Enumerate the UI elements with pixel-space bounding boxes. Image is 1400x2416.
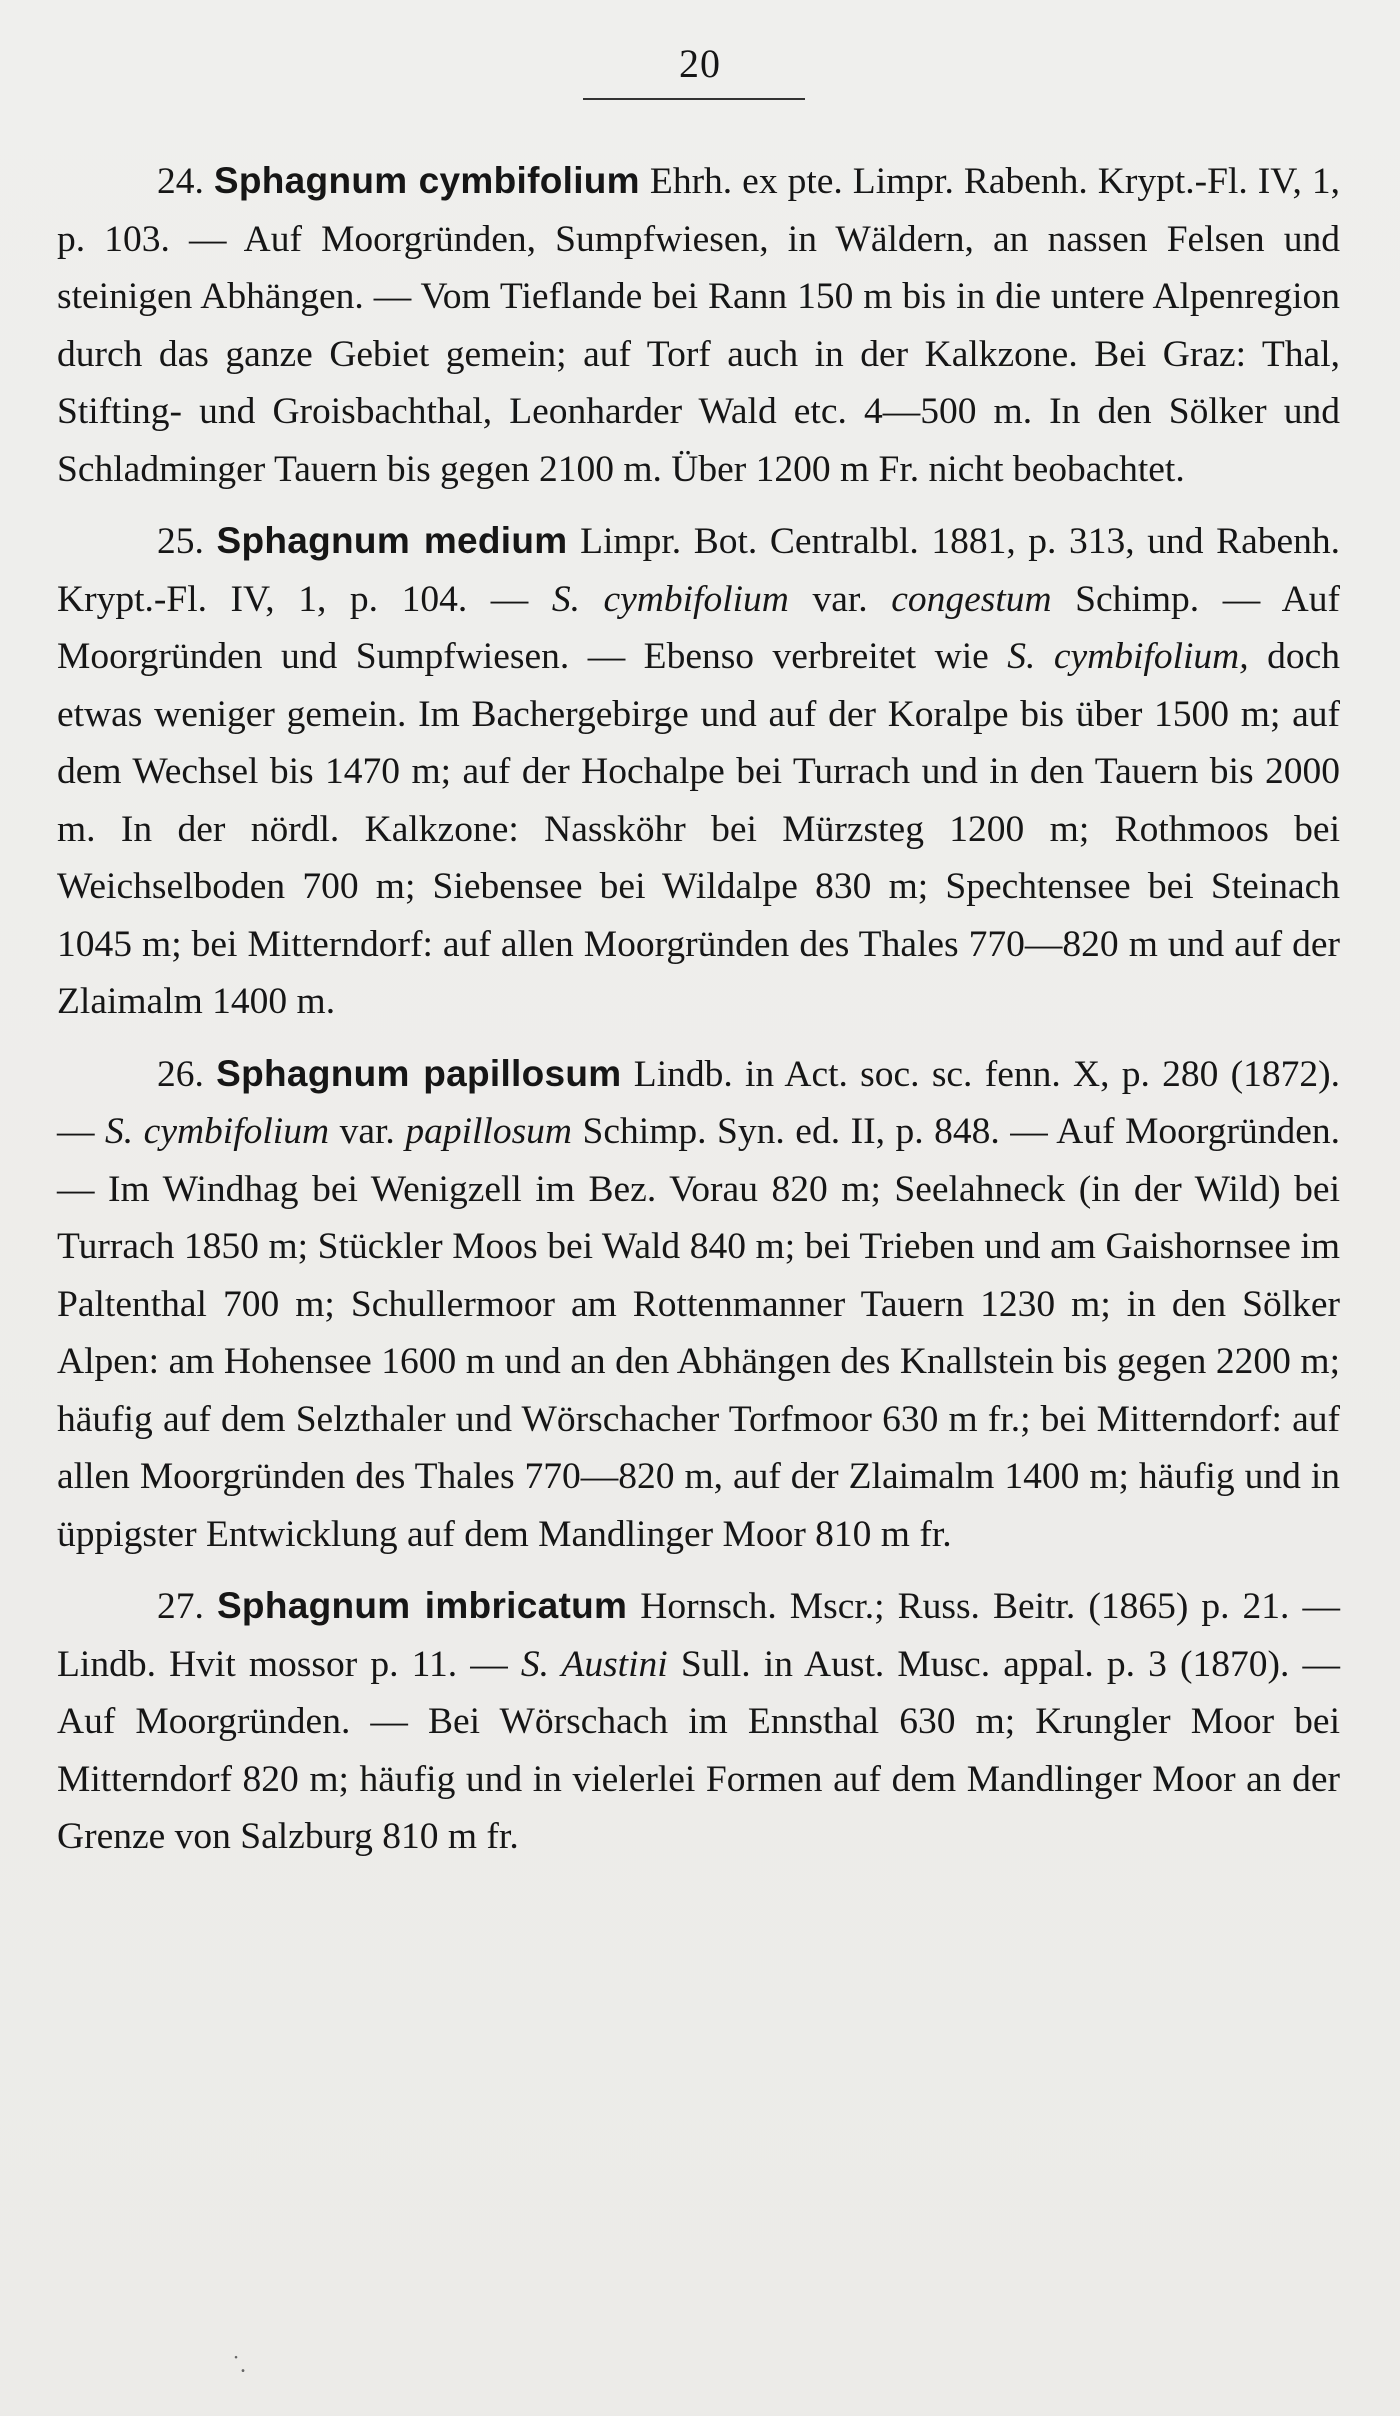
entry-text: doch etwas weniger gemein. Im Bachergebirge und auf der Koralpe bis über 1500 m; auf dem Wechsel bis 1470 m; auf der Hochalpe bei Turrach und in den Tauern bis 2000 m. In der nördl. Kalkzone: Nassköhr bei Mürzsteg 1200 m; Rothmoos bei Weichselboden 700 m; Siebensee bei Wildalpe 830 m; Spechtensee bei Steinach 1045 m; bei Mitterndorf: auf allen Moorgründen des Thales 770—820 m und auf der Zlaimalm 1400 m.	[57, 636, 1340, 1022]
synonym-name: S. cymbifolium	[105, 1111, 330, 1152]
entry-27	[57, 1577, 1340, 1866]
entry-text: Limpr. Bot. Centralbl. 1881, p. 313, und Rabenh. Krypt.-Fl. IV, 1, p. 104. —	[57, 521, 1340, 620]
entry-24	[57, 152, 1340, 498]
entry-number: 24.	[157, 161, 204, 202]
entry-text: Sull. in Aust. Musc. appal. p. 3 (1870). — Auf Moorgründen. — Bei Wörschach im Ennsthal 630 m; Krungler Moor bei Mitterndorf 820 m; häufig und in vielerlei Formen auf dem Mandlinger Moor an der Grenze von Salzburg 810 m fr.	[57, 1643, 1341, 1857]
synonym-name: S. cymbifolium	[551, 578, 789, 620]
species-name: Sphagnum imbricatum	[216, 1585, 628, 1626]
synonym-name: S. Austini	[520, 1643, 668, 1685]
species-name: Sphagnum medium	[216, 520, 568, 561]
entry-text: var.	[339, 1111, 395, 1152]
entry-text: Lindb. in Act. soc. sc. fenn. X, p. 280 (1872). —	[57, 1053, 1340, 1152]
variety-name: papillosum	[405, 1111, 573, 1152]
entry-number: 25.	[157, 521, 204, 562]
entry-25	[57, 512, 1340, 1031]
print-speck: ˙.	[232, 2352, 246, 2378]
entry-text: var.	[812, 578, 868, 620]
entry-text: Ehrh. ex pte. Limpr. Rabenh. Krypt.-Fl. IV, 1, p. 103. — Auf Moorgründen, Sumpfwiesen, in Wäldern, an nassen Felsen und steinigen Abhängen. — Vom Tieflande bei Rann 150 m bis in die untere Alpenregion durch das ganze Gebiet gemein; auf Torf auch in der Kalkzone. Bei Graz: Thal, Stifting- und Groisbachthal, Leonharder Wald etc. 4—500 m. In den Sölker und Schladminger Tauern bis gegen 2100 m. Über 1200 m Fr. nicht beobachtet.	[57, 161, 1341, 490]
entry-number: 27.	[157, 1586, 204, 1627]
synonym-name: S. cymbifolium,	[1007, 636, 1249, 677]
entry-text: Hornsch. Mscr.; Russ. Beitr. (1865) p. 21. — Lindb. Hvit mossor p. 11. —	[57, 1586, 1340, 1685]
entry-text: Schimp. Syn. ed. II, p. 848. — Auf Moorgründen. — Im Windhag bei Wenigzell im Bez. Vorau 820 m; Seelahneck (in der Wild) bei Turrach 1850 m; Stückler Moos bei Wald 840 m; bei Trieben und am Gaishornsee im Paltenthal 700 m; Schullermoor am Rottenmanner Tauern 1230 m; in den Sölker Alpen: am Hohensee 1600 m und an den Abhängen des Knallstein bis gegen 2200 m; häufig auf dem Selzthaler und Wörschacher Torfmoor 630 m fr.; bei Mitterndorf: auf allen Moorgründen des Thales 770—820 m, auf der Zlaimalm 1400 m; häufig und in üppigster Entwicklung auf dem Mandlinger Moor 810 m fr.	[57, 1111, 1340, 1555]
page-number: 20	[679, 41, 721, 86]
entry-text: Schimp. — Auf Moorgründen und Sumpfwiesen. — Ebenso verbreitet wie	[57, 578, 1340, 677]
entry-26	[57, 1045, 1340, 1564]
header-rule	[583, 98, 805, 100]
species-name: Sphagnum papillosum	[216, 1052, 622, 1094]
entry-number: 26.	[157, 1053, 204, 1095]
species-name: Sphagnum cymbifolium	[213, 160, 640, 201]
species-list	[57, 152, 1340, 1880]
variety-name: congestum	[891, 578, 1052, 620]
